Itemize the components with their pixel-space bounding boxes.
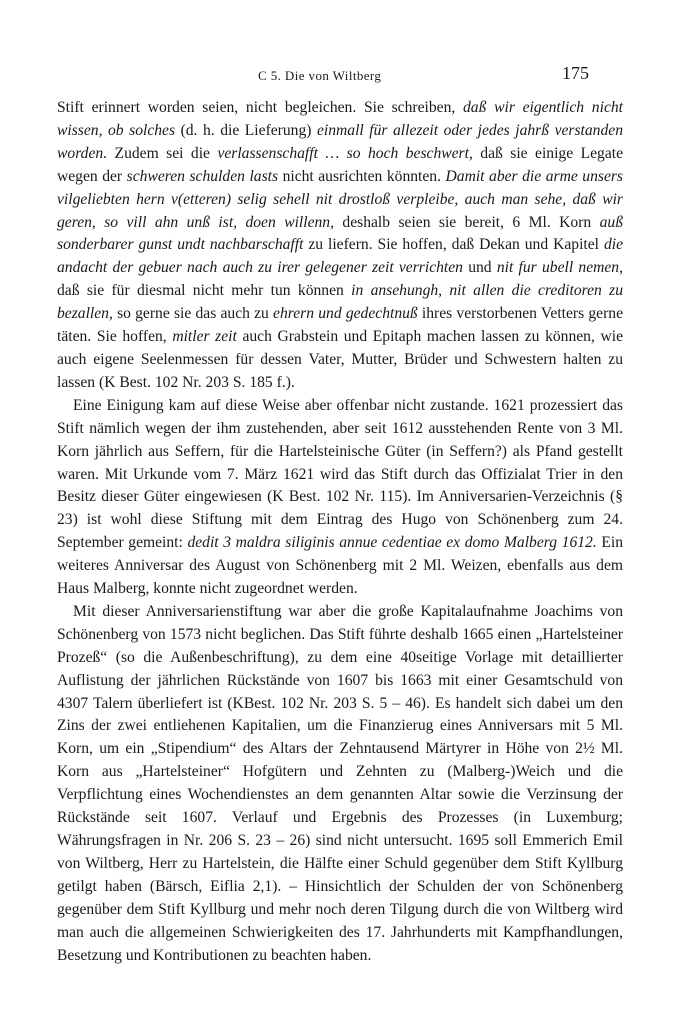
paragraph-3 — [57, 601, 623, 968]
text-run: (d. h. die Lieferung) — [175, 121, 317, 139]
text-run: auch Grabstein und Epitaph machen lassen zu können, wie auch eigene Seelenmessen für dessen Vater, Mutter, Brüder und Schwestern halten zu lassen (K Best. 102 Nr. 203 S. 185 f.). — [57, 328, 624, 391]
text-run: daß sie für diesmal nicht mehr tun können — [57, 282, 352, 300]
paragraph-1 — [57, 97, 623, 395]
text-run: deshalb seien sie bereit, 6 Ml. Korn — [334, 213, 600, 231]
italic-quote: verlassenschafft … so hoch beschwert, — [217, 144, 473, 162]
italic-quote: daß wir eigentlich nicht wissen, ob solches — [57, 99, 623, 139]
text-run: ihres verstorbenen Vetters gerne täten. Sie hoffen, — [57, 305, 624, 346]
italic-quote: auß sonderbarer gunst undt nachbarschafft — [57, 213, 623, 254]
text-run: nicht ausrichten könnten. — [278, 167, 446, 185]
text-run: Eine Einigung kam auf diese Weise aber offenbar nicht zustande. 1621 prozessiert das Stift nämlich wegen der ihm zustehenden, aber seit 1612 ausstehenden Rente von 3 Ml. Korn jährlich aus Seffern, für die Hartelsteinische Güter (in Seffern?) als Pfand gestellt waren. Mit Urkunde vom 7. März 1621 wird das Stift durch das Offizialat Trier in den Besitz dieser Güter eingewiesen (K Best. 102 Nr. 115). Im Anniversarien-Verzeichnis (§ 23) ist wohl diese Stiftung mit dem Eintrag des Hugo von Schönenberg zum 24. September gemeint: — [57, 396, 623, 552]
body-text — [57, 97, 623, 967]
text-run: zu liefern. Sie hoffen, daß Dekan und Kapitel — [303, 236, 604, 254]
italic-quote: dedit 3 maldra siliginis annue cedentiae ex domo Malberg 1612. — [187, 534, 597, 552]
italic-quote: ehrern und gedechtnuß — [273, 305, 418, 323]
text-run: Ein weiteres Anniversar des August von Schönenberg mit 2 Ml. Weizen, ebenfalls aus dem Haus Malberg, konnte nicht zugeordnet werden. — [57, 534, 623, 598]
italic-quote: nit fur ubell nemen, — [496, 259, 623, 277]
text-run: Zudem sei die — [107, 144, 218, 162]
page-number: 175 — [562, 63, 589, 83]
italic-quote: Damit aber die arme unsers vilgeliebten hern v(etteren) selig sehell nit drostloß verpleibe, auch man sehe, daß wir geren, so vill ahn unß ist, doen willenn, — [57, 167, 623, 231]
text-run: Stift erinnert worden seien, nicht begleichen. Sie schreiben, — [57, 99, 463, 116]
text-run: Mit dieser Anniversarienstiftung war aber die große Kapitalaufnahme Joachims von Schönenberg von 1573 nicht beglichen. Das Stift führte deshalb 1665 einen „Hartelsteiner Prozeß“ (so die Außenbeschriftung), zu dem eine 40seitige Vorlage mit detaillierter Auflistung der jährlichen Rückstände von 1607 bis 1663 mit einer Gesamtschuld von 4307 Talern überliefert ist (KBest. 102 Nr. 203 S. 5 – 46). Es handelt sich dabei um den Zins der zwei entliehenen Kapitalien, um die Finanzierug eines Anniversars mit 5 Ml. Korn, um ein „Stipendium“ des Altars der Zehntausend Märtyrer in Höhe von 2½ Ml. Korn aus „Hartelsteiner“ Hofgütern und Zehnten zu (Malberg-)Weich und die Verpflichtung eines Wochendienstes an dem genannten Altar sowie die Verzinsung der Rückstände seit 1607. Verlauf und Ergebnis des Prozesses (in Luxemburg; Währungsfragen in Nr. 206 S. 23 – 26) sind nicht untersucht. 1695 soll Emmerich Emil von Wiltberg, Herr zu Hartelstein, die Hälfte einer Schuld gegenüber dem Stift Kyllburg getilgt haben (Bärsch, Eiflia 2,1). – Hinsichtlich der Schulden der von Schönenberg gegenüber dem Stift Kyllburg und mehr noch deren Tilgung durch die von Wiltberg wird man auch die allgemeinen Schwierigkeiten des 17. Jahrhunderts mit Kampfhandlungen, Besetzung und Kontributionen zu beachten haben. — [57, 602, 623, 964]
text-run: und — [462, 259, 497, 277]
running-header-title: C 5. Die von Wiltberg — [258, 68, 382, 83]
italic-quote: mitler zeit — [172, 328, 237, 346]
italic-quote: schweren schulden lasts — [126, 167, 279, 185]
text-run: daß sie einige Legate wegen der — [57, 144, 623, 185]
italic-quote: die andacht der gebuer nach auch zu irer gelegener zeit verrichten — [57, 236, 623, 277]
italic-quote: in ansehungh, nit allen die creditoren zu bezallen, — [57, 282, 624, 323]
text-run: so gerne sie das auch zu — [112, 305, 274, 323]
paragraph-2 — [57, 395, 623, 601]
italic-quote: einmall für allezeit oder jedes jahrß verstanden worden. — [57, 121, 623, 162]
